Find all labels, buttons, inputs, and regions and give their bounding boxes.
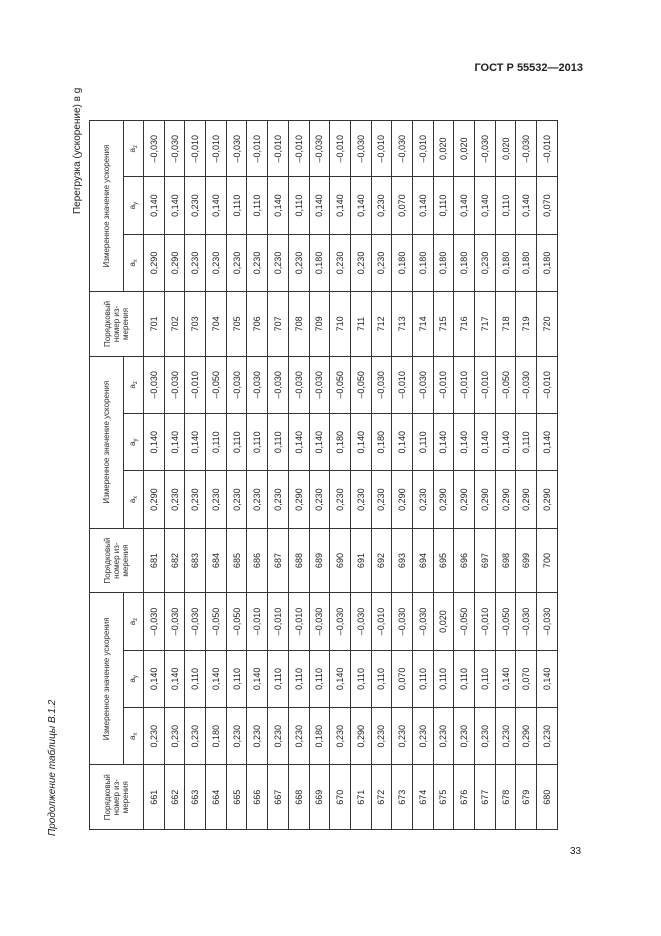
col-header-number: Порядковый номер из-мерения — [90, 292, 144, 357]
table-cell: –0,030 — [392, 121, 413, 177]
table-cell: –0,010 — [268, 121, 289, 177]
table-cell: 686 — [247, 528, 268, 593]
table-cell: 0,180 — [330, 414, 351, 471]
table-cell: 0,230 — [371, 177, 392, 234]
table-cell: 0,290 — [144, 471, 165, 528]
table-cell: –0,050 — [495, 593, 516, 650]
table-cell: 716 — [454, 292, 475, 357]
table-cell: 696 — [454, 528, 475, 593]
table-cell: 0,230 — [454, 708, 475, 765]
table-cell: 665 — [226, 765, 247, 830]
table-cell: 0,110 — [247, 177, 268, 234]
table-cell: –0,030 — [537, 593, 558, 650]
table-row — [144, 121, 165, 830]
table-cell: –0,030 — [226, 121, 247, 177]
table-cell: 0,230 — [330, 234, 351, 291]
table-cell: 707 — [268, 292, 289, 357]
table-cell: 0,110 — [185, 650, 206, 707]
table-cell: 0,110 — [454, 650, 475, 707]
table-cell: 0,140 — [288, 414, 309, 471]
table-cell: 703 — [185, 292, 206, 357]
table-cell: 0,230 — [185, 234, 206, 291]
table-cell: 710 — [330, 292, 351, 357]
table-cell: –0,010 — [537, 121, 558, 177]
col-header-group: Измеренное значение ускорения — [90, 356, 124, 528]
table-cell: 699 — [516, 528, 537, 593]
table-cell: 0,230 — [268, 234, 289, 291]
table-cell: –0,010 — [454, 356, 475, 413]
col-header-az-subscript: z — [132, 381, 139, 385]
table-cell: 0,140 — [495, 414, 516, 471]
col-header-ay-subscript: y — [132, 438, 139, 442]
table-cell: 675 — [433, 765, 454, 830]
page-number: 33 — [570, 846, 582, 857]
table-cell: 0,230 — [206, 234, 227, 291]
table-cell: 664 — [206, 765, 227, 830]
table-cell: –0,030 — [350, 593, 371, 650]
table-cell: –0,030 — [247, 356, 268, 413]
table-cell: 0,140 — [144, 414, 165, 471]
table-cell: –0,030 — [164, 356, 185, 413]
table-cell: 0,230 — [495, 708, 516, 765]
table-cell: 0,180 — [206, 708, 227, 765]
table-cell: 0,110 — [268, 650, 289, 707]
table-cell: –0,030 — [371, 356, 392, 413]
table-cell: –0,030 — [164, 121, 185, 177]
table-cell: 0,290 — [537, 471, 558, 528]
table-cell: 687 — [268, 528, 289, 593]
table-cell: 668 — [288, 765, 309, 830]
table-cell: –0,010 — [537, 356, 558, 413]
table-cell: 0,140 — [144, 650, 165, 707]
table-cell: 667 — [268, 765, 289, 830]
table-cell: 0,230 — [185, 471, 206, 528]
table-cell: –0,010 — [475, 593, 496, 650]
table-cell: –0,030 — [288, 356, 309, 413]
table-cell: –0,010 — [330, 121, 351, 177]
table-cell: 697 — [475, 528, 496, 593]
table-cell: 0,140 — [412, 177, 433, 234]
table-cell: 0,140 — [185, 414, 206, 471]
table-cell: –0,050 — [330, 356, 351, 413]
table-cell: 720 — [537, 292, 558, 357]
table-row — [164, 121, 185, 830]
table-row — [247, 121, 268, 830]
col-header-az — [124, 593, 144, 650]
table-cell: 0,230 — [371, 471, 392, 528]
col-header-ay-symbol: a — [127, 204, 137, 210]
table-cell: 0,230 — [206, 471, 227, 528]
table-cell: –0,030 — [144, 121, 165, 177]
table-cell: 709 — [309, 292, 330, 357]
table-cell: 0,230 — [164, 708, 185, 765]
table-cell: 695 — [433, 528, 454, 593]
table-cell: 0,290 — [350, 708, 371, 765]
table-cell: 700 — [537, 528, 558, 593]
table-cell: 0,230 — [475, 708, 496, 765]
table-cell: 0,110 — [350, 650, 371, 707]
table-cell: 0,230 — [371, 234, 392, 291]
table-row — [495, 121, 516, 830]
table-cell: 0,140 — [268, 177, 289, 234]
table-cell: 0,230 — [288, 708, 309, 765]
table-cell: 0,110 — [247, 414, 268, 471]
table-cell: 0,230 — [185, 708, 206, 765]
table-cell: –0,010 — [247, 121, 268, 177]
table-cell: 0,070 — [537, 177, 558, 234]
table-cell: 0,140 — [164, 650, 185, 707]
table-cell: –0,010 — [392, 356, 413, 413]
table-cell: 0,110 — [412, 414, 433, 471]
table-cell: –0,010 — [185, 356, 206, 413]
table-cell: 704 — [206, 292, 227, 357]
table-cell: 0,290 — [495, 471, 516, 528]
table-row — [268, 121, 289, 830]
table-cell: 0,290 — [392, 471, 413, 528]
col-header-ax-symbol: a — [127, 735, 137, 740]
col-header-ax-subscript: x — [132, 495, 139, 499]
table-cell: 683 — [185, 528, 206, 593]
table-cell: 0,180 — [537, 234, 558, 291]
table-cell: 0,230 — [537, 708, 558, 765]
table-cell: 0,020 — [454, 121, 475, 177]
table-cell: 0,110 — [309, 650, 330, 707]
col-header-ay — [124, 414, 144, 471]
col-header-ay — [124, 177, 144, 234]
table-cell: 0,140 — [330, 650, 351, 707]
table-cell: 0,140 — [350, 177, 371, 234]
table-cell: 0,180 — [412, 234, 433, 291]
table-cell: 692 — [371, 528, 392, 593]
table-cell: 676 — [454, 765, 475, 830]
table-cell: 0,180 — [392, 234, 413, 291]
table-cell: 0,230 — [288, 234, 309, 291]
col-header-az-subscript: z — [132, 145, 139, 148]
col-header-ax — [124, 471, 144, 528]
table-cell: 712 — [371, 292, 392, 357]
table-cell: 690 — [330, 528, 351, 593]
table-cell: 0,140 — [454, 414, 475, 471]
table-cell: 0,140 — [144, 177, 165, 234]
col-header-az-symbol: a — [127, 148, 137, 153]
table-cell: 0,290 — [454, 471, 475, 528]
col-header-number: Порядковый номер из-мерения — [90, 765, 144, 830]
table-cell: –0,030 — [516, 356, 537, 413]
table-cell: 661 — [144, 765, 165, 830]
table-cell: –0,030 — [412, 356, 433, 413]
table-cell: –0,030 — [164, 593, 185, 650]
col-header-ay — [124, 650, 144, 707]
table-cell: 0,140 — [309, 414, 330, 471]
table-cell: 0,140 — [537, 414, 558, 471]
table-row — [392, 121, 413, 830]
col-header-az-subscript: z — [132, 617, 139, 621]
table-cell: 0,230 — [226, 234, 247, 291]
table-row — [226, 121, 247, 830]
table-cell: 0,180 — [371, 414, 392, 471]
table-row — [185, 121, 206, 830]
table-cell: 688 — [288, 528, 309, 593]
table-cell: 0,230 — [164, 471, 185, 528]
table-row — [412, 121, 433, 830]
table-cell: 0,230 — [433, 708, 454, 765]
table-cell: 0,180 — [309, 234, 330, 291]
table-cell: 0,140 — [392, 414, 413, 471]
table-cell: 0,140 — [350, 414, 371, 471]
table-cell: –0,010 — [268, 593, 289, 650]
table-cell: 0,290 — [475, 471, 496, 528]
table-cell: 711 — [350, 292, 371, 357]
table-cell: 669 — [309, 765, 330, 830]
col-header-ax — [124, 234, 144, 291]
col-header-az — [124, 121, 144, 177]
table-cell: 0,230 — [392, 708, 413, 765]
table-cell: 0,110 — [475, 650, 496, 707]
table-cell: –0,030 — [330, 593, 351, 650]
table-cell: –0,030 — [268, 356, 289, 413]
table-cell: 0,230 — [330, 708, 351, 765]
table-cell: 0,180 — [516, 234, 537, 291]
table-cell: 0,110 — [226, 177, 247, 234]
table-cell: –0,050 — [226, 593, 247, 650]
table-cell: –0,050 — [206, 356, 227, 413]
table-cell: –0,030 — [144, 593, 165, 650]
col-header-ax-symbol: a — [127, 262, 137, 267]
table-row — [475, 121, 496, 830]
col-header-ax-subscript: x — [132, 259, 139, 263]
table-cell: –0,010 — [371, 593, 392, 650]
col-header-ax-subscript: x — [132, 732, 139, 736]
table-cell: 0,230 — [412, 471, 433, 528]
col-header-ay-symbol: a — [127, 441, 137, 446]
table-cell: 0,110 — [433, 650, 454, 707]
col-header-az-symbol: a — [127, 384, 137, 389]
table-cell: 677 — [475, 765, 496, 830]
table-cell: 672 — [371, 765, 392, 830]
table-cell: 673 — [392, 765, 413, 830]
table-cell: 0,020 — [433, 121, 454, 177]
table-cell: 0,290 — [144, 234, 165, 291]
table-cell: 0,230 — [247, 471, 268, 528]
table-cell: 0,140 — [164, 177, 185, 234]
table-cell: 0,290 — [516, 471, 537, 528]
col-header-ay-subscript: y — [132, 201, 139, 205]
table-cell: 0,140 — [330, 177, 351, 234]
table-cell: 0,180 — [433, 234, 454, 291]
table-cell: –0,010 — [412, 121, 433, 177]
table-cell: –0,030 — [475, 121, 496, 177]
table-cell: –0,050 — [350, 356, 371, 413]
table-cell: 0,140 — [247, 650, 268, 707]
table-cell: 0,230 — [268, 708, 289, 765]
table-cell: 0,230 — [412, 708, 433, 765]
table-row — [516, 121, 537, 830]
table-cell: 671 — [350, 765, 371, 830]
table-row — [288, 121, 309, 830]
table-cell: 678 — [495, 765, 516, 830]
table-row — [371, 121, 392, 830]
col-header-group: Измеренное значение ускорения — [90, 121, 124, 292]
table-rotated-wrapper — [89, 120, 552, 830]
table-cell: 662 — [164, 765, 185, 830]
table-cell: 663 — [185, 765, 206, 830]
table-row — [454, 121, 475, 830]
table-cell: 0,230 — [268, 471, 289, 528]
table-cell: 0,140 — [537, 650, 558, 707]
table-cell: 0,230 — [247, 234, 268, 291]
table-cell: 719 — [516, 292, 537, 357]
table-cell: –0,030 — [516, 121, 537, 177]
table-cell: 0,230 — [350, 471, 371, 528]
table-cell: 706 — [247, 292, 268, 357]
col-header-number: Порядковый номер из-мерения — [90, 528, 144, 593]
table-cell: 0,110 — [206, 414, 227, 471]
table-cell: –0,050 — [495, 356, 516, 413]
table-cell: 0,110 — [371, 650, 392, 707]
table-cell: 714 — [412, 292, 433, 357]
col-header-group: Измеренное значение ускорения — [90, 593, 124, 765]
table-row — [309, 121, 330, 830]
table-cell: 682 — [164, 528, 185, 593]
table-cell: 689 — [309, 528, 330, 593]
col-header-ay-symbol: a — [127, 678, 137, 683]
table-cell: 0,140 — [206, 177, 227, 234]
table-cell: 0,070 — [516, 650, 537, 707]
table-cell: 691 — [350, 528, 371, 593]
table-cell: 0,110 — [288, 650, 309, 707]
table-cell: 0,290 — [288, 471, 309, 528]
col-header-ax — [124, 708, 144, 765]
col-header-az-symbol: a — [127, 620, 137, 626]
table-row — [206, 121, 227, 830]
table-cell: –0,010 — [185, 121, 206, 177]
table-cell: 0,230 — [247, 708, 268, 765]
table-cell: 0,110 — [226, 414, 247, 471]
table-cell: 0,070 — [392, 650, 413, 707]
table-cell: 0,180 — [495, 234, 516, 291]
table-cell: 670 — [330, 765, 351, 830]
table-row — [350, 121, 371, 830]
table-cell: 0,140 — [433, 414, 454, 471]
table-cell: 0,230 — [144, 708, 165, 765]
data-table — [89, 120, 558, 830]
table-cell: 713 — [392, 292, 413, 357]
table-unit-caption: Перегрузка (ускорение) в g — [72, 87, 83, 214]
table-cell: 717 — [475, 292, 496, 357]
table-cell: –0,030 — [516, 593, 537, 650]
table-cell: 718 — [495, 292, 516, 357]
col-header-az — [124, 356, 144, 413]
table-cell: 0,290 — [433, 471, 454, 528]
table-cell: 0,110 — [495, 177, 516, 234]
table-cell: 684 — [206, 528, 227, 593]
table-cell: 666 — [247, 765, 268, 830]
table-cell: –0,030 — [350, 121, 371, 177]
table-cell: 0,070 — [392, 177, 413, 234]
table-cell: 0,140 — [516, 177, 537, 234]
table-cell: 698 — [495, 528, 516, 593]
table-cell: 0,230 — [185, 177, 206, 234]
table-cell: 685 — [226, 528, 247, 593]
col-header-ay-subscript: y — [132, 675, 139, 679]
table-cell: 679 — [516, 765, 537, 830]
table-cell: 0,290 — [516, 708, 537, 765]
table-continuation-caption: Продолжение таблицы В.1.2 — [47, 699, 58, 836]
table-cell: 0,140 — [475, 414, 496, 471]
table-cell: 0,230 — [371, 708, 392, 765]
table-cell: 0,140 — [475, 177, 496, 234]
table-cell: 0,230 — [309, 471, 330, 528]
table-cell: 0,230 — [226, 471, 247, 528]
table-cell: 0,110 — [288, 177, 309, 234]
table-cell: 0,110 — [268, 414, 289, 471]
table-cell: –0,010 — [206, 121, 227, 177]
table-cell: –0,030 — [185, 593, 206, 650]
table-cell: 705 — [226, 292, 247, 357]
table-cell: –0,010 — [371, 121, 392, 177]
table-cell: 0,180 — [454, 234, 475, 291]
table-cell: 694 — [412, 528, 433, 593]
table-cell: 0,140 — [309, 177, 330, 234]
table-cell: –0,030 — [309, 593, 330, 650]
table-cell: 0,230 — [350, 234, 371, 291]
table-cell: 0,140 — [164, 414, 185, 471]
table-cell: –0,030 — [392, 593, 413, 650]
table-cell: –0,030 — [412, 593, 433, 650]
table-row — [330, 121, 351, 830]
table-cell: 674 — [412, 765, 433, 830]
table-cell: 680 — [537, 765, 558, 830]
table-cell: 0,140 — [495, 650, 516, 707]
table-cell: 0,180 — [309, 708, 330, 765]
table-row — [433, 121, 454, 830]
document-header: ГОСТ Р 55532—2013 — [474, 62, 583, 74]
table-cell: –0,050 — [206, 593, 227, 650]
col-header-ax-symbol: a — [127, 498, 137, 504]
table-cell: 0,290 — [164, 234, 185, 291]
table-cell: 708 — [288, 292, 309, 357]
table-cell: 0,140 — [454, 177, 475, 234]
table-cell: –0,030 — [226, 356, 247, 413]
table-cell: –0,050 — [454, 593, 475, 650]
table-cell: –0,030 — [144, 356, 165, 413]
table-cell: –0,030 — [309, 356, 330, 413]
table-cell: 0,110 — [516, 414, 537, 471]
table-cell: –0,010 — [247, 593, 268, 650]
table-cell: 0,110 — [433, 177, 454, 234]
table-cell: 0,140 — [206, 650, 227, 707]
table-cell: 693 — [392, 528, 413, 593]
table-cell: –0,030 — [309, 121, 330, 177]
table-cell: 701 — [144, 292, 165, 357]
table-cell: 0,110 — [412, 650, 433, 707]
table-cell: 0,230 — [330, 471, 351, 528]
table-cell: 715 — [433, 292, 454, 357]
table-cell: 0,020 — [495, 121, 516, 177]
table-cell: 0,230 — [475, 234, 496, 291]
table-cell: –0,010 — [475, 356, 496, 413]
table-cell: 0,020 — [433, 593, 454, 650]
table-cell: 0,110 — [226, 650, 247, 707]
table-cell: 702 — [164, 292, 185, 357]
table-cell: –0,010 — [433, 356, 454, 413]
table-cell: –0,010 — [288, 593, 309, 650]
table-cell: 681 — [144, 528, 165, 593]
table-cell: –0,010 — [288, 121, 309, 177]
table-cell: 0,230 — [226, 708, 247, 765]
table-row — [537, 121, 558, 830]
